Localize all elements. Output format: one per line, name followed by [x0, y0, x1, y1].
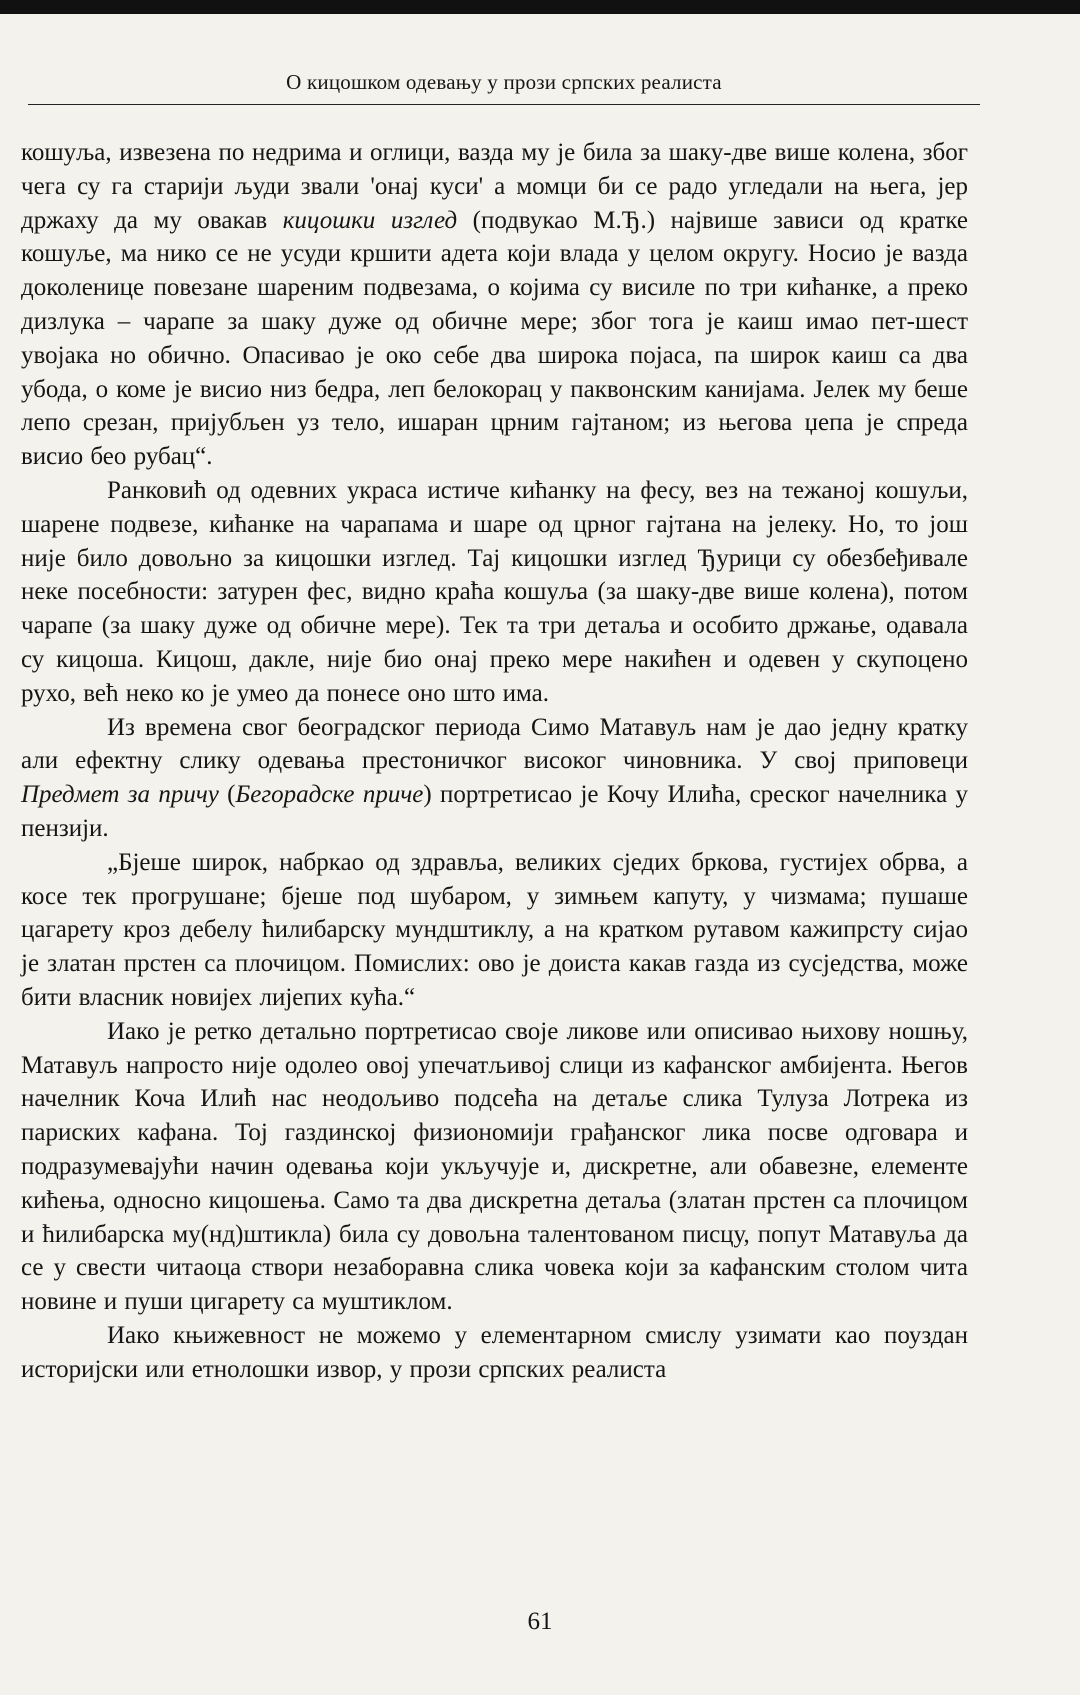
paragraph-6-text: Иако књижевност не можемо у елементарном смислу узимати као поуздан историјски или етнолошки извор, у прози српских реалиста [21, 1321, 968, 1383]
scan-top-edge [0, 0, 1080, 14]
paragraph-1 [21, 136, 968, 474]
paragraph-4-text: „Бјеше широк, набркао од здравља, великих сједих бркова, густијех обрва, а косе тек прогрушане; бјеше под шубаром, у зимњем капуту, у чизмама; пушаше цагарету кроз дебелу ћилибарску мундштиклу, а на кратком рутавом кажипрсту сијао је златан прстен са плочицом. Помислих: ово је доиста какав газда из сусједства, може бити власник новијех лијепих кућа.“ [21, 848, 968, 1011]
paragraph-3 [21, 711, 968, 846]
paragraph-1-text-2: (подвукао М.Ђ.) највише зависи од кратке кошуље, ма нико се не усуди кршити адета који влада у целом округу. Носио је вазда доколенице повезане шареним подвезама, о којима су висиле по три кићанке, а преко дизлука – чарапе за шаку дуже од обичне мере; због тога је каиш имао пет-шест увојака но обично. Опасивао је око себе два широка појаса, па широк каиш са два убода, о коме је висио низ бедра, леп белокорац у паквонским канијама. Јелек му беше лепо срезан, пријубљен уз тело, ишаран црним гајтаном; из његова џепа је спреда висио бео рубац“. [21, 206, 969, 471]
paragraph-1-emphasis: кицошки изглед [282, 206, 458, 234]
paragraph-5 [21, 1015, 968, 1319]
paragraph-3-text-2: ( [218, 781, 236, 809]
page-number: 61 [527, 1608, 553, 1635]
paragraph-3-text-3: ) портретисао је Кочу Илића, среског начелника у пензији. [21, 781, 968, 842]
paragraph-3-collection-title: Бегорадске приче [235, 781, 424, 809]
paragraph-3-story-title: Предмет за причу [21, 781, 219, 809]
paragraph-5-text: Иако је ретко детально портретисао своје ликове или описивао њихову ношњу, Матавуљ напросто није одолео овој упечатљивој слици из кафанског амбијента. Његов начелник Кочa Илић нас неодољиво подсећа на детаље слика Тулуза Лотрека из париских кафана. Тој газдинској физиономији грађанског лика посве одговара и подразумевајући начин одевања који укључује и, дискретне, али обавезне, елементе кићења, односно кицошења. Само та два дискретна детаља (златан прстен са плочицом и ћилибарска му(нд)штикла) била су довољна талентованом писцу, попут Матавуља да се у свести читаоца створи незаборавна слика човека који за кафанским столом чита новине и пуши цигарету са муштиклом. [21, 1017, 968, 1316]
paragraph-2 [21, 474, 968, 711]
paragraph-3-text-1: Из времена свог београдског периода Симо Матавуљ нам је дао једну кратку али ефектну слику одевања престоничког високог чиновника. У свој приповеци [21, 713, 968, 775]
paragraph-4-quote [21, 846, 968, 1015]
paragraph-6 [21, 1319, 968, 1387]
header-rule [28, 104, 980, 105]
running-header: О кицошком одевању у прози српских реалиста [286, 70, 722, 94]
paragraph-1-text-1: кошуља, извезена по недрима и оглици, вазда му је била за шаку-две више колена, због чега су га старији људи звали 'онај куси' а момци би се радо угледали на њега, јер држаху да му овакав [21, 139, 968, 234]
paragraph-2-text: Ранковић од одевних украса истиче кићанку на фесу, вез на тежаној кошуљи, шарене подвезе, кићанке на чарапама и шаре од црног гајтана на јелеку. Но, то још није било довољно за кицошки изглед. Тај кицошки изглед Ђурици су обезбеђивале неке посебности: затурен фес, видно краћа кошуља (за шаку-две више колена), потом чарапе (за шаку дуже од обичне мере). Тек та три детаља и особито држање, одавала су кицоша. Кицош, дакле, није био онај преко мере накићен и одевен у скупоцено рухо, већ неко ко је умео да понесе оно што има. [21, 476, 968, 707]
page-body-text [21, 136, 968, 1386]
